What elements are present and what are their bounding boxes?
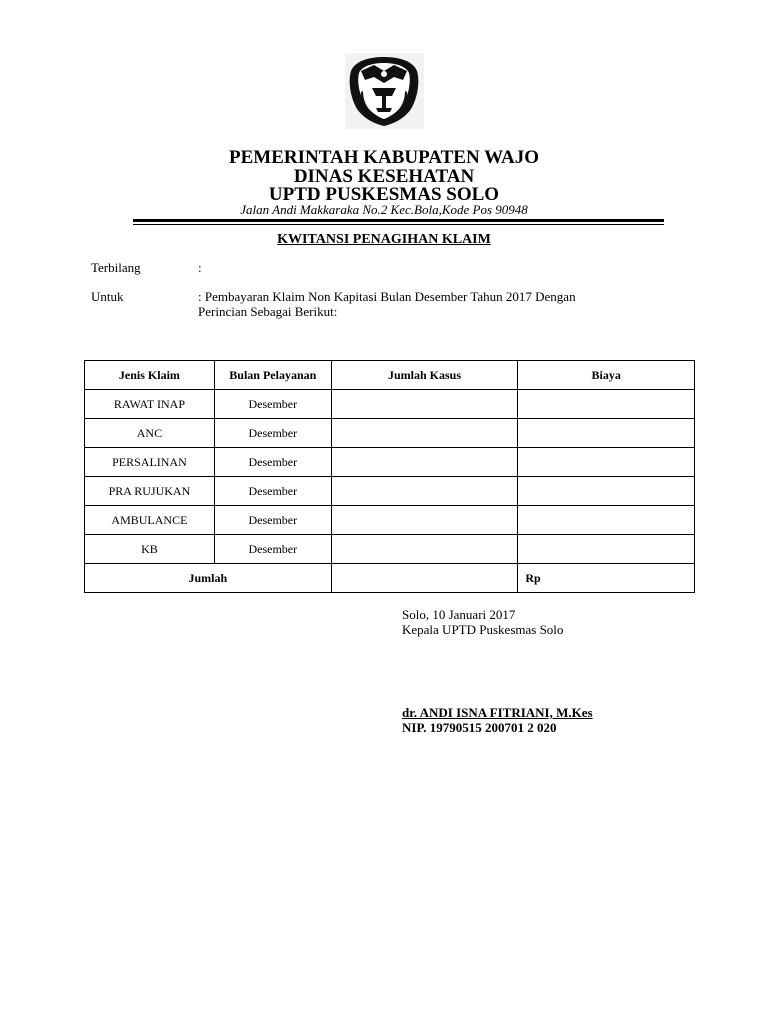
header-divider-thick [133,219,664,222]
header-government: PEMERINTAH KABUPATEN WAJO [228,147,539,168]
table-total-row [85,564,695,593]
cell-kasus [331,535,518,564]
cell-bulan: Desember [214,448,331,477]
total-currency: Rp [518,564,695,593]
table-row [85,390,695,419]
cell-jenis: PERSALINAN [85,448,215,477]
cell-bulan: Desember [214,390,331,419]
total-label: Jumlah [85,564,332,593]
signature-name: dr. ANDI ISNA FITRIANI, M.Kes [402,705,593,720]
column-header-jenis-klaim: Jenis Klaim [85,361,215,390]
document-title: KWITANSI PENAGIHAN KLAIM [277,232,491,247]
regency-emblem-logo [345,53,424,129]
table-row [85,506,695,535]
cell-kasus [331,390,518,419]
untuk-line-2: Perincian Sebagai Berikut: [198,304,338,319]
signature-nip: NIP. 19790515 200701 2 020 [402,720,557,735]
cell-bulan: Desember [214,419,331,448]
cell-jenis: AMBULANCE [85,506,215,535]
claims-table [84,360,695,593]
terbilang-value: : [198,260,202,275]
cell-biaya [518,535,695,564]
cell-biaya [518,477,695,506]
cell-bulan: Desember [214,535,331,564]
cell-kasus [331,419,518,448]
signature-position: Kepala UPTD Puskesmas Solo [402,622,564,637]
cell-biaya [518,390,695,419]
header-address: Jalan Andi Makkaraka No.2 Kec.Bola,Kode Pos 90948 [240,202,528,217]
signature-place-date: Solo, 10 Januari 2017 [402,607,516,622]
cell-biaya [518,419,695,448]
untuk-line-1: : Pembayaran Klaim Non Kapitasi Bulan Desember Tahun 2017 Dengan [198,289,576,304]
header-department: DINAS KESEHATAN [293,166,475,187]
cell-jenis: PRA RUJUKAN [85,477,215,506]
table-row [85,535,695,564]
terbilang-label: Terbilang [91,260,141,275]
column-header-biaya: Biaya [518,361,695,390]
table-row [85,477,695,506]
column-header-jumlah-kasus: Jumlah Kasus [331,361,518,390]
cell-jenis: KB [85,535,215,564]
cell-jenis: RAWAT INAP [85,390,215,419]
column-header-bulan-pelayanan: Bulan Pelayanan [214,361,331,390]
cell-bulan: Desember [214,506,331,535]
table-header-row [85,361,695,390]
header-puskesmas: UPTD PUSKESMAS SOLO [268,184,500,205]
table-row [85,419,695,448]
cell-biaya [518,448,695,477]
untuk-label: Untuk [91,289,124,304]
cell-kasus [331,477,518,506]
cell-kasus [331,448,518,477]
cell-jenis: ANC [85,419,215,448]
table-row [85,448,695,477]
cell-kasus [331,506,518,535]
cell-bulan: Desember [214,477,331,506]
cell-biaya [518,506,695,535]
total-kasus [331,564,518,593]
header-divider-thin [133,224,664,225]
